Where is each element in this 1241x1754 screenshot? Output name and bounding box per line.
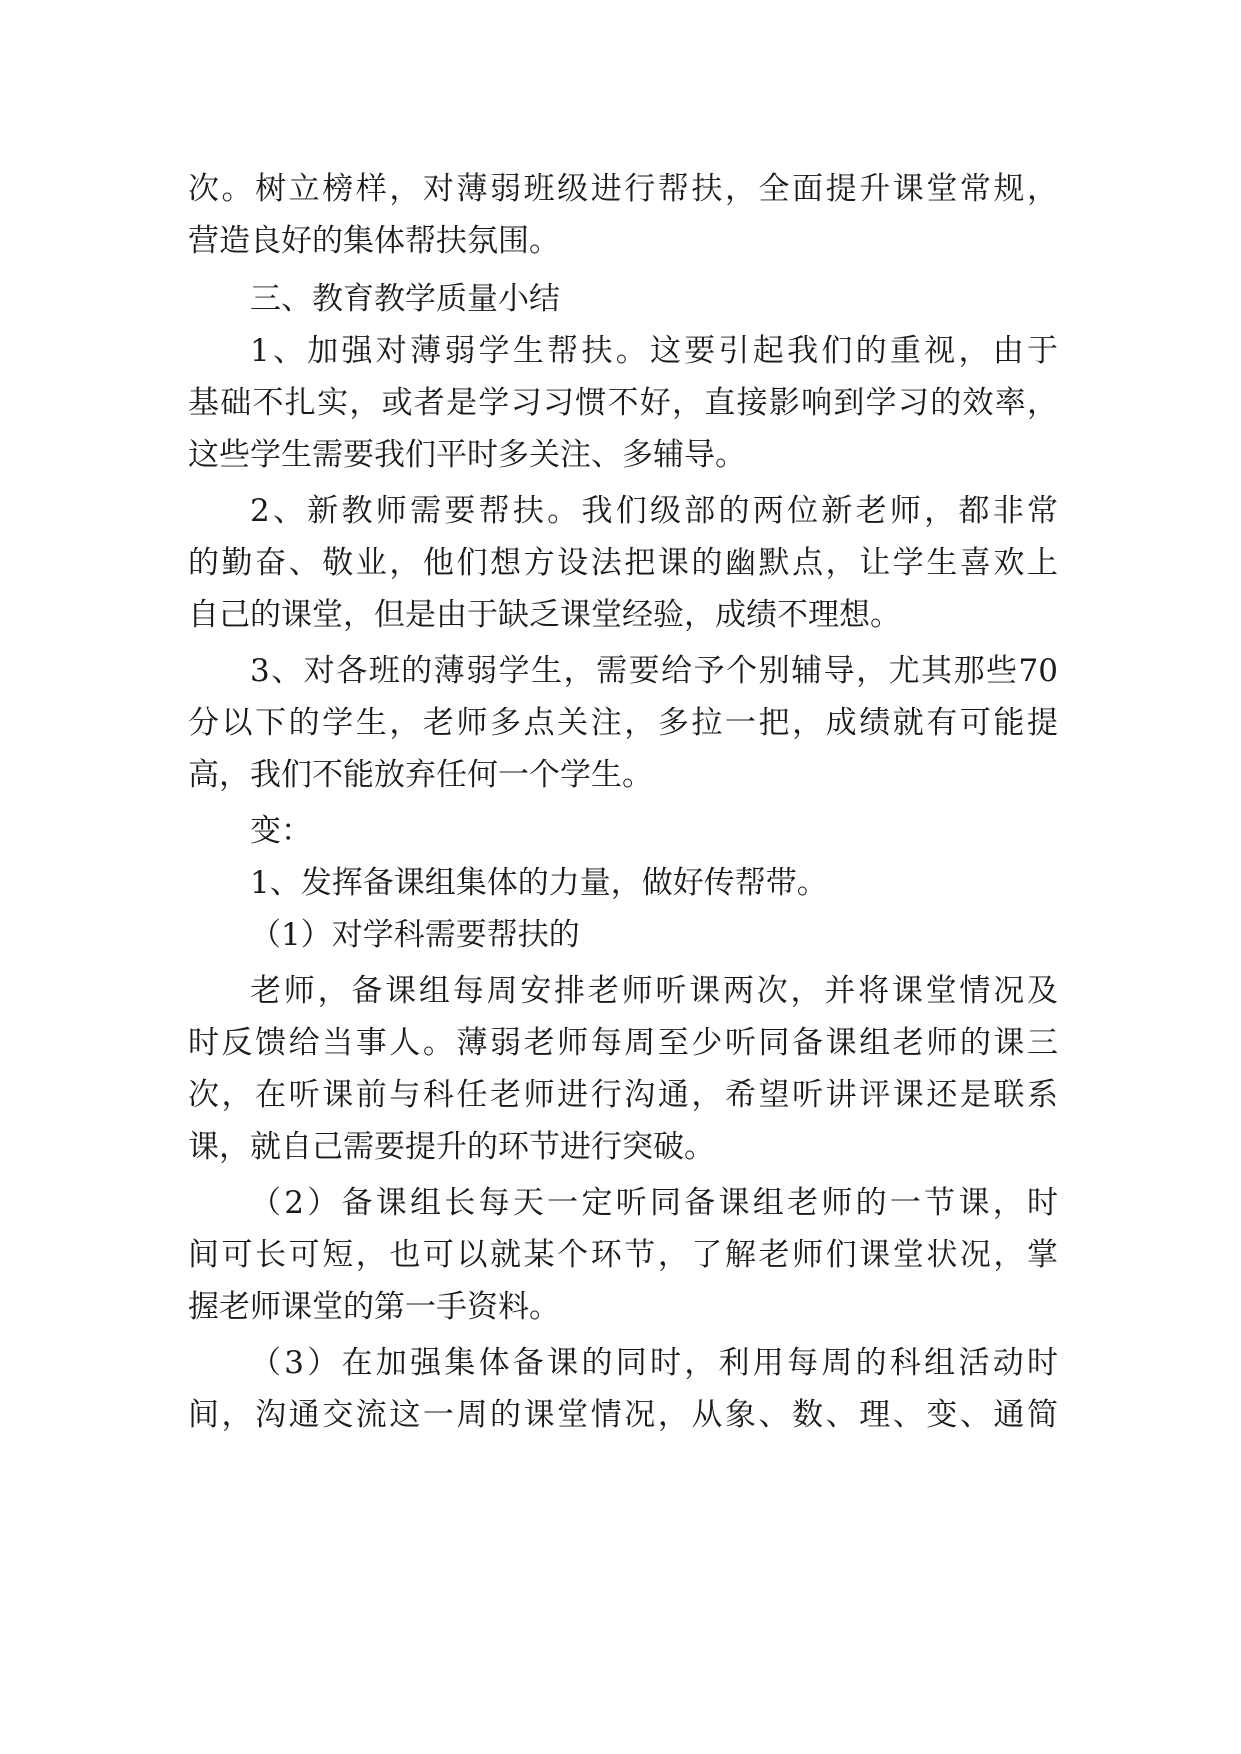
text-line: 营造良好的集体帮扶氛围。: [188, 223, 560, 259]
text-line: 课，就自己需要提升的环节进行突破。: [188, 1129, 715, 1165]
text-line: 间可长可短，也可以就某个环节，了解老师们课堂状况，掌: [188, 1237, 1058, 1273]
text-line: 1、发挥备课组集体的力量，做好传帮带。: [250, 865, 828, 901]
text-line: 自己的课堂，但是由于缺乏课堂经验，成绩不理想。: [188, 597, 901, 633]
text-line: （3）在加强集体备课的同时，利用每周的科组活动时: [250, 1345, 1058, 1381]
text-line: （2）备课组长每天一定听同备课组老师的一节课，时: [250, 1185, 1058, 1221]
text-line: 2、新教师需要帮扶。我们级部的两位新老师，都非常: [250, 493, 1058, 529]
text-line: 1、加强对薄弱学生帮扶。这要引起我们的重视，由于: [250, 333, 1058, 369]
text-line: 3、对各班的薄弱学生，需要给予个别辅导，尤其那些70: [250, 653, 1058, 689]
text-line: 这些学生需要我们平时多关注、多辅导。: [188, 437, 746, 473]
text-line: 老师，备课组每周安排老师听课两次，并将课堂情况及: [250, 973, 1058, 1009]
text-line: 基础不扎实，或者是学习习惯不好，直接影响到学习的效率，: [188, 385, 1058, 421]
text-line: （1）对学科需要帮扶的: [250, 917, 580, 953]
text-line: 的勤奋、敬业，他们想方设法把课的幽默点，让学生喜欢上: [188, 545, 1058, 581]
text-line: 握老师课堂的第一手资料。: [188, 1289, 560, 1325]
text-line: 次。树立榜样，对薄弱班级进行帮扶，全面提升课堂常规，: [188, 171, 1058, 207]
section-heading: 三、教育教学质量小结: [250, 281, 560, 317]
text-line: 分以下的学生，老师多点关注，多拉一把，成绩就有可能提: [188, 705, 1058, 741]
text-line: 间，沟通交流这一周的课堂情况，从象、数、理、变、通简: [188, 1397, 1058, 1433]
text-line: 时反馈给当事人。薄弱老师每周至少听同备课组老师的课三: [188, 1025, 1058, 1061]
text-line: 变：: [250, 813, 312, 849]
text-line: 次，在听课前与科任老师进行沟通，希望听讲评课还是联系: [188, 1077, 1058, 1113]
text-line: 高，我们不能放弃任何一个学生。: [188, 757, 653, 793]
